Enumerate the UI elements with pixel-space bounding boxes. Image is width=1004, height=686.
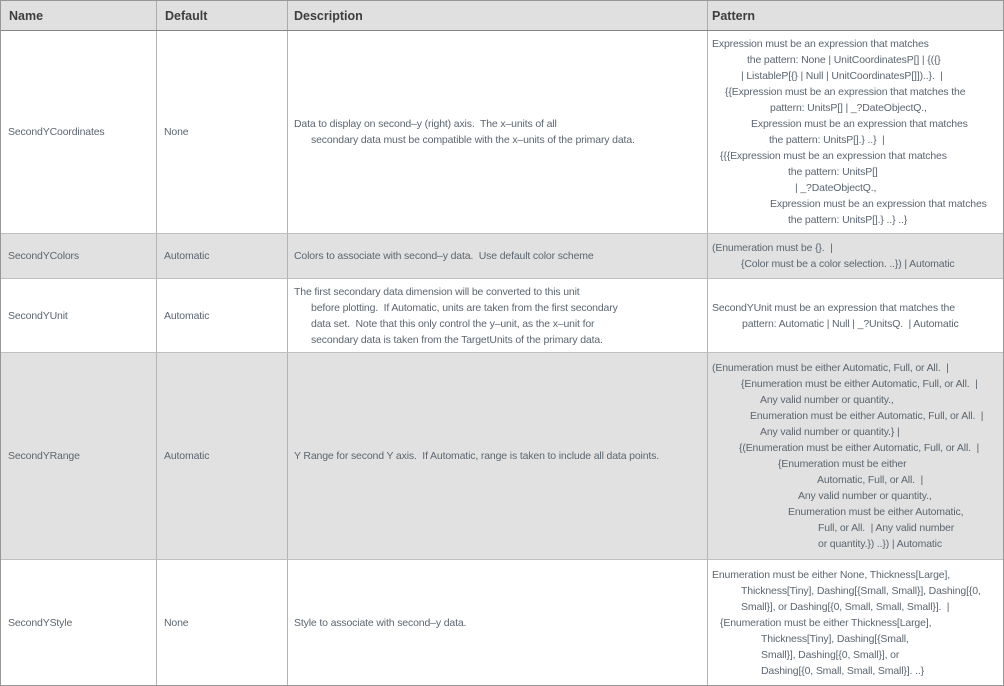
pattern-line: Enumeration must be either Automatic, [788,506,964,518]
pattern-line: pattern: Automatic | Null | _?UnitsQ. | Automatic [742,317,959,330]
pattern-line: Expression must be an expression that matches [770,198,987,210]
pattern-line: Small}], or Dashing[{0, Small, Small, Small}]. | [741,600,950,613]
column-header-name: Name [1,1,157,30]
pattern-line: Dashing[{0, Small, Small, Small}]. ..} [761,664,924,677]
pattern-cell [708,353,1003,559]
column-header-pattern: Pattern [712,8,756,23]
name-cell: SecondYStyle [1,560,157,685]
pattern-cell [708,31,1003,233]
default-cell: None [157,31,288,233]
description-line: Data to display on second–y (right) axis. The x–units of all [294,118,557,130]
pattern-line: {Enumeration must be either [778,458,907,470]
pattern-line: the pattern: UnitsP[] [788,166,878,178]
default-cell: None [157,560,288,685]
description-line: Style to associate with second–y data. [294,616,467,629]
pattern-line: the pattern: UnitsP[].} ..} | [769,134,885,146]
name-cell: SecondYColors [1,234,157,278]
pattern-line: SecondYUnit must be an expression that matches the [712,301,955,314]
table-row [1,31,1003,234]
pattern-line: Automatic, Full, or All. | [817,474,924,486]
default-cell: Automatic [157,353,288,559]
pattern-line: Full, or All. | Any valid number [818,522,955,534]
description-line: secondary data must be compatible with the x–units of the primary data. [311,134,635,146]
pattern-line: Thickness[Tiny], Dashing[{Small, Small}], Dashing[{0, [741,584,981,597]
pattern-line: | _?DateObjectQ., [795,182,877,194]
description-cell [288,234,708,278]
default-cell: Automatic [157,234,288,278]
name-cell: SecondYRange [1,353,157,559]
description-line: The first secondary data dimension will be converted to this unit [294,285,580,298]
pattern-line: the pattern: UnitsP[].} ..} ..} [788,214,908,226]
pattern-line: Enumeration must be either Automatic, Full, or All. | [750,410,984,422]
description-line: data set. Note that this only control the y–unit, as the x–unit for [311,317,595,330]
pattern-line: {Enumeration must be either Thickness[Large], [720,616,932,629]
table-row [1,560,1003,685]
column-header-description: Description [288,1,708,30]
description-cell [288,279,708,352]
pattern-cell [708,279,1003,352]
pattern-line: or quantity.}) ..}) | Automatic [818,538,942,550]
pattern-cell [708,560,1003,685]
description-cell [288,31,708,233]
pattern-line: (Enumeration must be either Automatic, Full, or All. | [712,362,949,374]
column-header-default: Default [157,1,288,30]
pattern-line: Expression must be an expression that matches [712,38,929,50]
pattern-line: {Color must be a color selection. ..}) | Automatic [741,258,955,270]
pattern-line: Any valid number or quantity., [760,394,894,406]
description-line: Y Range for second Y axis. If Automatic, range is taken to include all data points. [294,450,660,462]
pattern-line: pattern: UnitsP[] | _?DateObjectQ., [770,102,927,114]
description-line: secondary data is taken from the TargetUnits of the primary data. [311,333,603,346]
pattern-line: Thickness[Tiny], Dashing[{Small, [761,632,909,645]
table-body [1,31,1003,685]
pattern-line: the pattern: None | UnitCoordinatesP[] | {({} [747,54,941,66]
name-cell: SecondYUnit [1,279,157,352]
description-cell [288,353,708,559]
pattern-line: {{{Expression must be an expression that matches [720,150,947,162]
pattern-line: {{Expression must be an expression that matches the [725,86,966,98]
description-line: before plotting. If Automatic, units are taken from the first secondary [311,301,618,314]
pattern-cell [708,234,1003,278]
table-row [1,279,1003,353]
pattern-line: Enumeration must be either None, Thickness[Large], [712,568,951,581]
pattern-line: Any valid number or quantity.} | [760,426,900,438]
pattern-line: Any valid number or quantity., [798,490,932,502]
pattern-line: {Enumeration must be either Automatic, Full, or All. | [741,378,978,390]
table-row [1,234,1003,279]
pattern-line: Small}], Dashing[{0, Small}], or [761,648,900,661]
table-row [1,353,1003,560]
pattern-line: (Enumeration must be {}. | [712,242,833,254]
default-cell: Automatic [157,279,288,352]
pattern-line: {(Enumeration must be either Automatic, Full, or All. | [739,442,980,454]
pattern-line: Expression must be an expression that matches [751,118,968,130]
pattern-line: | ListableP[{} | Null | UnitCoordinatesP[]])..}. | [741,70,943,82]
table-header-row [1,1,1003,31]
description-cell [288,560,708,685]
description-line: Colors to associate with second–y data. Use default color scheme [294,250,594,262]
name-cell: SecondYCoordinates [1,31,157,233]
